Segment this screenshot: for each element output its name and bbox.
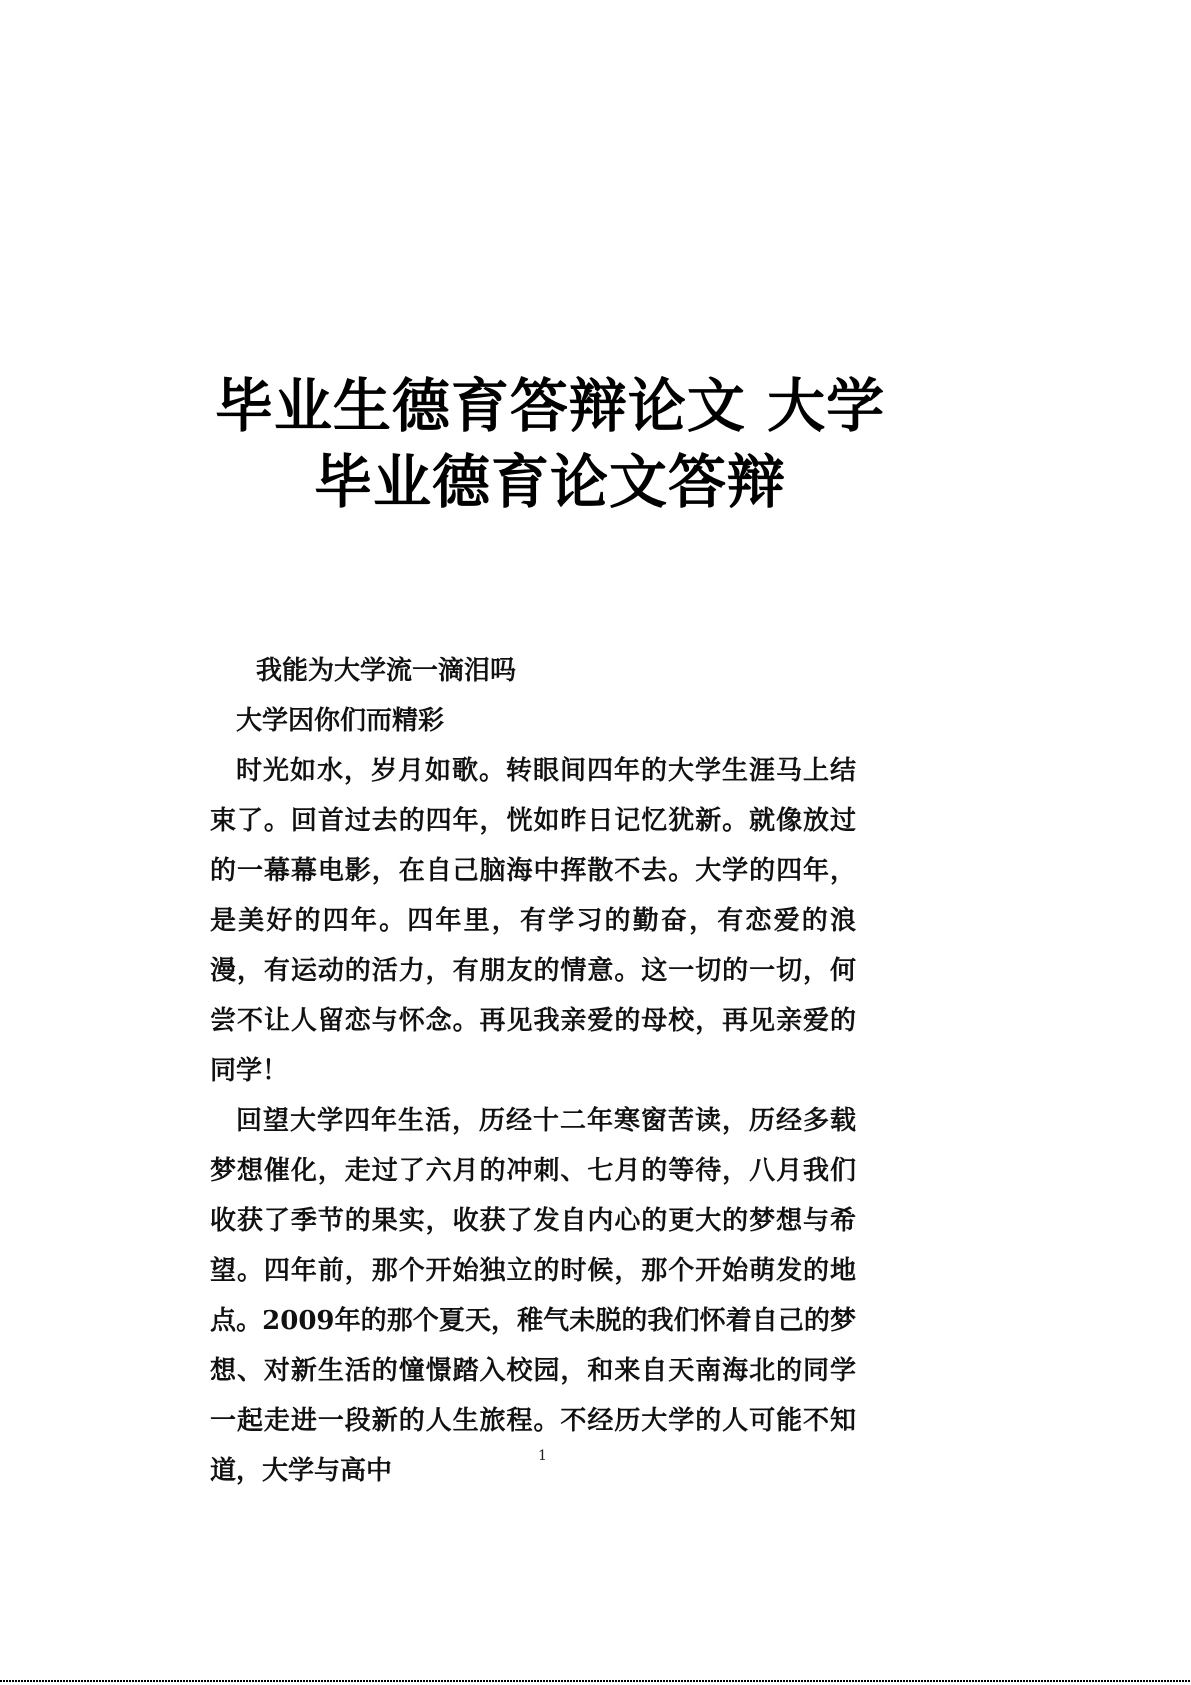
document-body [210, 646, 856, 1496]
page-number: 1 [538, 1448, 547, 1464]
subheading-2: 大学因你们而精彩 [236, 706, 445, 736]
title-line-1: 毕业生德育答辩论文 大学 [214, 372, 886, 440]
document-title [150, 368, 950, 520]
paragraph-1: 时光如水，岁月如歌。转眼间四年的大学生涯马上结束了。回首过去的四年，恍如昨日记忆犹新。就像放过的一幕幕电影，在自己脑海中挥散不去。大学的四年，是美好的四年。四年里，有学习的勤奋，有恋爱的浪漫，有运动的活力，有朋友的情意。这一切的一切，何尝不让人留恋与怀念。再见我亲爱的母校，再见亲爱的同学！ [210, 756, 856, 1086]
bottom-edge-rule [0, 1680, 1191, 1682]
paragraph-2: 回望大学四年生活，历经十二年寒窗苦读，历经多载梦想催化，走过了六月的冲刺、七月的等待，八月我们收获了季节的果实，收获了发自内心的更大的梦想与希望。四年前，那个开始独立的时候，那个开始萌发的地点。2009年的那个夏天，稚气未脱的我们怀着自己的梦想、对新生活的憧憬踏入校园，和来自天南海北的同学一起走进一段新的人生旅程。不经历大学的人可能不知道，大学与高中 [210, 1106, 856, 1486]
title-line-2: 毕业德育论文答辩 [313, 448, 786, 516]
subheading-1: 我能为大学流一滴泪吗 [256, 656, 517, 686]
